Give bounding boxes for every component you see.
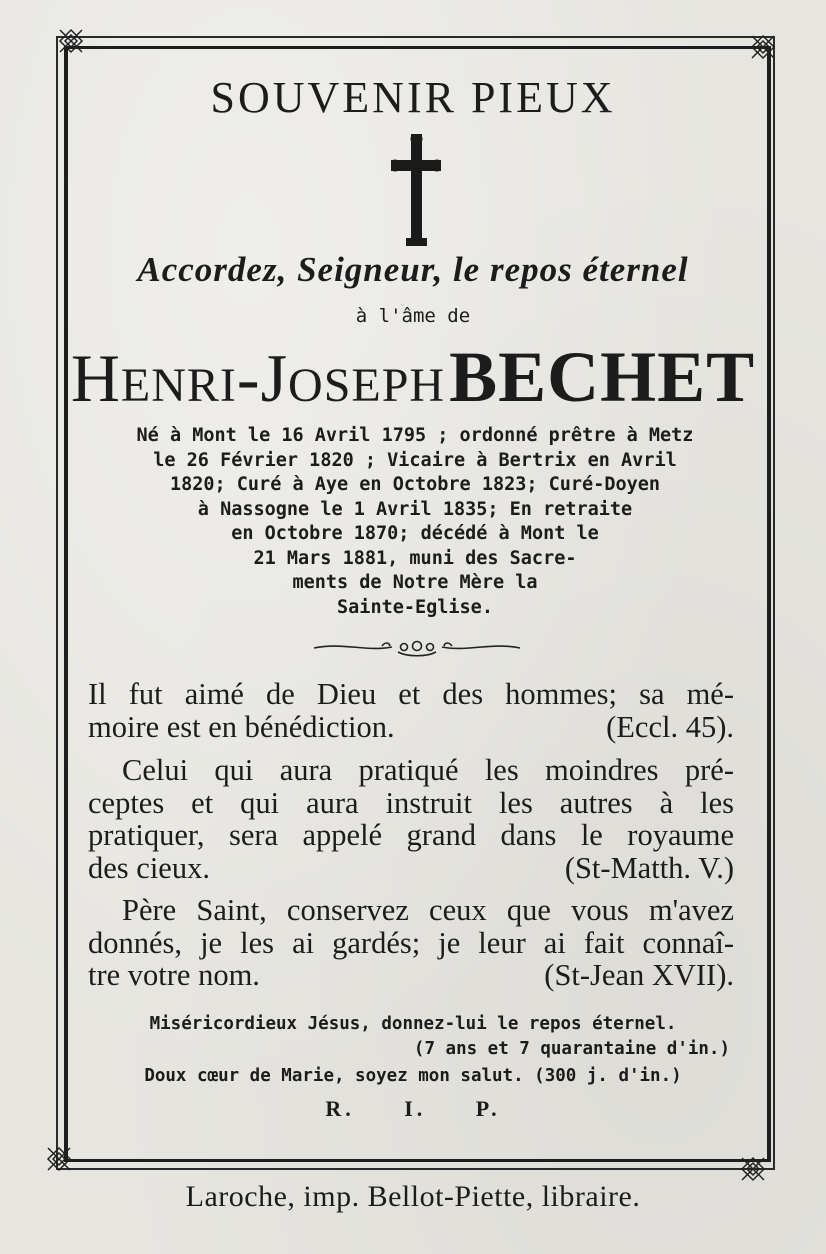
biography-line: 1820; Curé à Aye en Octobre 1823; Curé-Doyen [169,474,661,495]
flourish-ornament-icon [312,638,522,658]
verse-reference: (Eccl. 45). [606,709,734,744]
biography-line: 21 Mars 1881, muni des Sacre- [253,547,577,569]
verse-reference: (St-Jean XVII). [544,958,734,992]
verse-line: donnés, je les ai gardés; je leur ai fait connaî- [88,925,734,960]
indulgence-prayer-mary: Doux cœur de Marie, soyez mon salut. (300 j. d'in.) [144,1066,682,1086]
biography-line: Sainte-Eglise. [337,596,493,618]
corner-ornament-icon [46,1146,72,1172]
verse-line: tre votre nom. [88,958,260,992]
soul-of-label: à l'âme de [355,305,471,327]
corner-ornament-icon [750,34,776,60]
prayer-intro: Accordez, Seigneur, le repos éternel [137,250,689,289]
biography-line: en Octobre 1870; décédé à Mont le [231,523,599,544]
verse-line: pratiquer, sera appelé grand dans le royaume [88,818,734,852]
verse-matthew [88,754,734,884]
given-names: Henri-Joseph [70,340,446,416]
biography-line: le 26 Février 1820 ; Vicaire à Bertrix en Avril [153,449,677,471]
verse-line: Père Saint, conservez ceux que vous m'avez [122,893,734,927]
verse-line: ceptes et qui aura instruit les autres à les [88,785,734,820]
verse-line: Celui qui aura pratiqué les moindres pré- [122,753,734,787]
surname: BECHET [449,337,756,417]
rip-inscription: R. I. P. [325,1096,501,1121]
biography-line: Né à Mont le 16 Avril 1795 ; ordonné prêtre à Metz [136,425,694,446]
biography [70,424,760,620]
cross-icon [391,134,441,246]
verse-john [88,894,734,992]
verse-line: Il fut aimé de Dieu et des hommes; sa mé- [88,677,734,711]
deceased-name [0,336,826,419]
corner-ornament-icon [58,28,84,54]
card-title: SOUVENIR PIEUX [210,73,616,122]
verse-line: des cieux. [88,850,210,885]
printer-imprint: Laroche, imp. Bellot-Piette, libraire. [185,1180,641,1213]
biography-line: ments de Notre Mère la [292,572,538,593]
verse-line: moire est en bénédiction. [88,709,395,744]
biography-line: à Nassogne le 1 Avril 1835; En retraite [197,498,633,520]
verse-reference: (St-Matth. V.) [564,850,734,885]
indulgence-prayer-jesus: Miséricordieux Jésus, donnez-lui le repos éternel. [149,1014,677,1034]
indulgence-note: (7 ans et 7 quarantaine d'in.) [413,1039,730,1059]
corner-ornament-icon [740,1156,766,1182]
verse-ecclesiasticus [88,678,734,743]
